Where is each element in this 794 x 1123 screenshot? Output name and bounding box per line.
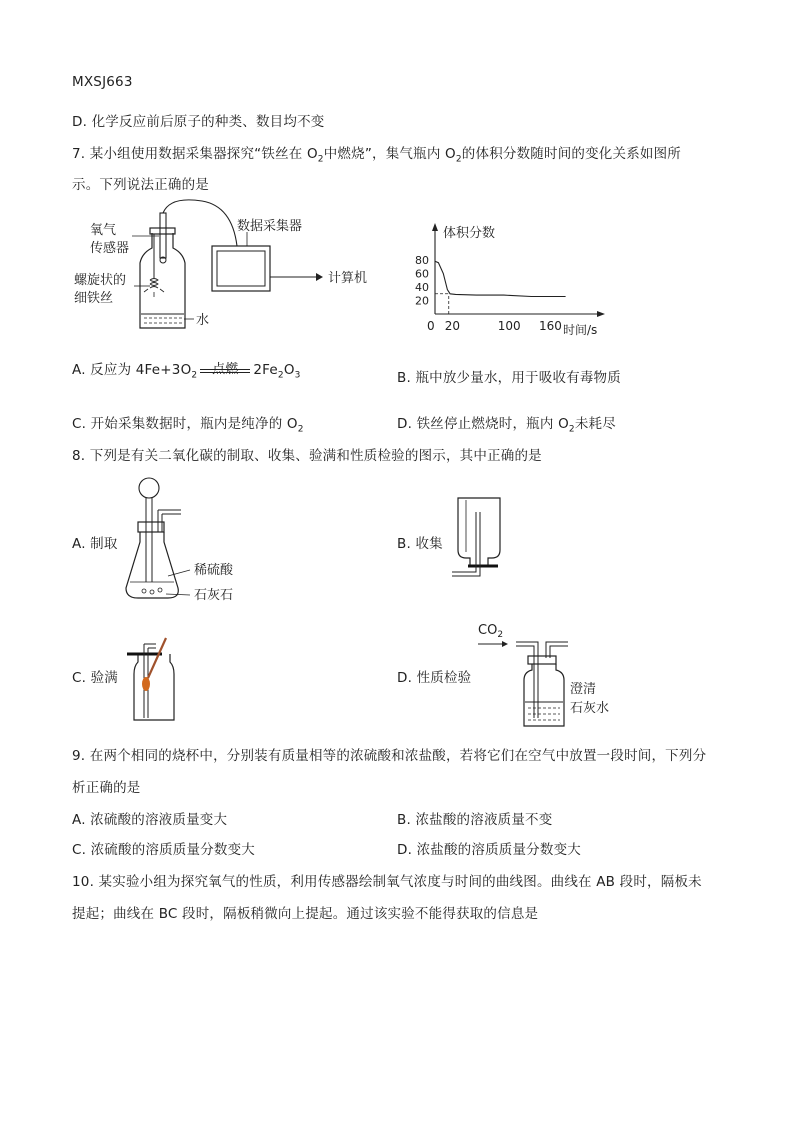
label-o2-sensor-2: 传感器 — [90, 241, 130, 256]
q9-stem-line2: 析正确的是 — [72, 780, 141, 796]
label-limestone: 石灰石 — [194, 588, 234, 603]
label-o2-sensor: 氧气 — [90, 223, 117, 238]
q7-apparatus-diagram — [72, 198, 392, 338]
q7-option-b: B. 瓶中放少量水，用于吸收有毒物质 — [397, 370, 621, 386]
q8-production-diagram — [118, 470, 258, 606]
y-tick-label: 20 — [415, 294, 429, 308]
reaction-condition: 点燃 — [212, 362, 239, 377]
q8-option-b: B. 收集 — [397, 536, 443, 552]
q7-stem-line1: 7. 某小组使用数据采集器探究“铁丝在 $O_2$中燃烧”，集气瓶内 $O_2$的体积分数随时间的变化关系如图所 — [72, 146, 681, 165]
q9-option-d: D. 浓盐酸的溶质质量分数变大 — [397, 842, 581, 858]
label-dilute-sulfuric-acid: 稀硫酸 — [194, 563, 234, 578]
q9-option-b: B. 浓盐酸的溶液质量不变 — [397, 812, 553, 828]
q10-stem-line1: 10. 某实验小组为探究氧气的性质，利用传感器绘制氧气浓度与时间的曲线图。曲线在 AB 段时，隔板未 — [72, 874, 702, 890]
page-code: MXSJ663 — [72, 74, 133, 90]
x-tick-label: 20 — [444, 319, 461, 333]
x-tick-label: 0 — [427, 319, 435, 333]
x-axis-label: 时间/s — [563, 323, 598, 337]
label-computer: 计算机 — [328, 271, 368, 286]
q7-option-d: D. 铁丝停止燃烧时，瓶内 $O_2$未耗尽 — [397, 416, 616, 435]
q9-option-c: C. 浓硫酸的溶质质量分数变大 — [72, 842, 256, 858]
q9-stem-line1: 9. 在两个相同的烧杯中，分别装有质量相等的浓硫酸和浓盐酸，若将它们在空气中放置一段时间，下列分 — [72, 748, 707, 764]
q8-option-a: A. 制取 — [72, 536, 118, 552]
q8-verification-diagram — [122, 634, 192, 726]
label-iron-wire-2: 细铁丝 — [74, 291, 114, 306]
label-data-collector: 数据采集器 — [237, 219, 303, 234]
q9-option-a: A. 浓硫酸的溶液质量变大 — [72, 812, 228, 828]
q7-option-a: A. 反应为 $4Fe+3O_2$ 点燃 $2Fe_2O_3$ — [72, 358, 301, 381]
y-tick-label: 80 — [415, 254, 429, 267]
q6-option-d: D. 化学反应前后原子的种类、数目均不变 — [72, 114, 325, 130]
label-iron-wire: 螺旋状的 — [74, 273, 127, 288]
q8-option-d: D. 性质检验 — [397, 670, 472, 686]
label-limewater: 石灰水 — [570, 701, 610, 716]
label-clear: 澄清 — [570, 682, 597, 697]
y-axis-label: 体积分数 — [443, 226, 496, 241]
label-co2: $CO_2$ — [478, 623, 504, 640]
y-tick-label: 60 — [415, 267, 429, 281]
series-line — [435, 261, 566, 296]
q8-option-c: C. 验满 — [72, 670, 119, 686]
q7-stem-line2: 示。下列说法正确的是 — [72, 177, 209, 193]
x-tick-label: 160 — [539, 319, 562, 333]
q8-collection-diagram — [446, 492, 516, 582]
q8-property-test-diagram — [474, 618, 624, 730]
q10-stem-line2: 提起；曲线在 BC 段时，隔板稍微向上提起。通过该实验不能得获取的信息是 — [72, 906, 539, 922]
label-water: 水 — [196, 313, 210, 328]
q7-line-chart — [405, 218, 615, 340]
y-tick-label: 40 — [415, 281, 429, 294]
q8-stem: 8. 下列是有关二氧化碳的制取、收集、验满和性质检验的图示，其中正确的是 — [72, 448, 542, 464]
x-tick-label: 100 — [497, 319, 521, 333]
q7-option-c: C. 开始采集数据时，瓶内是纯净的 $O_2$ — [72, 416, 304, 435]
